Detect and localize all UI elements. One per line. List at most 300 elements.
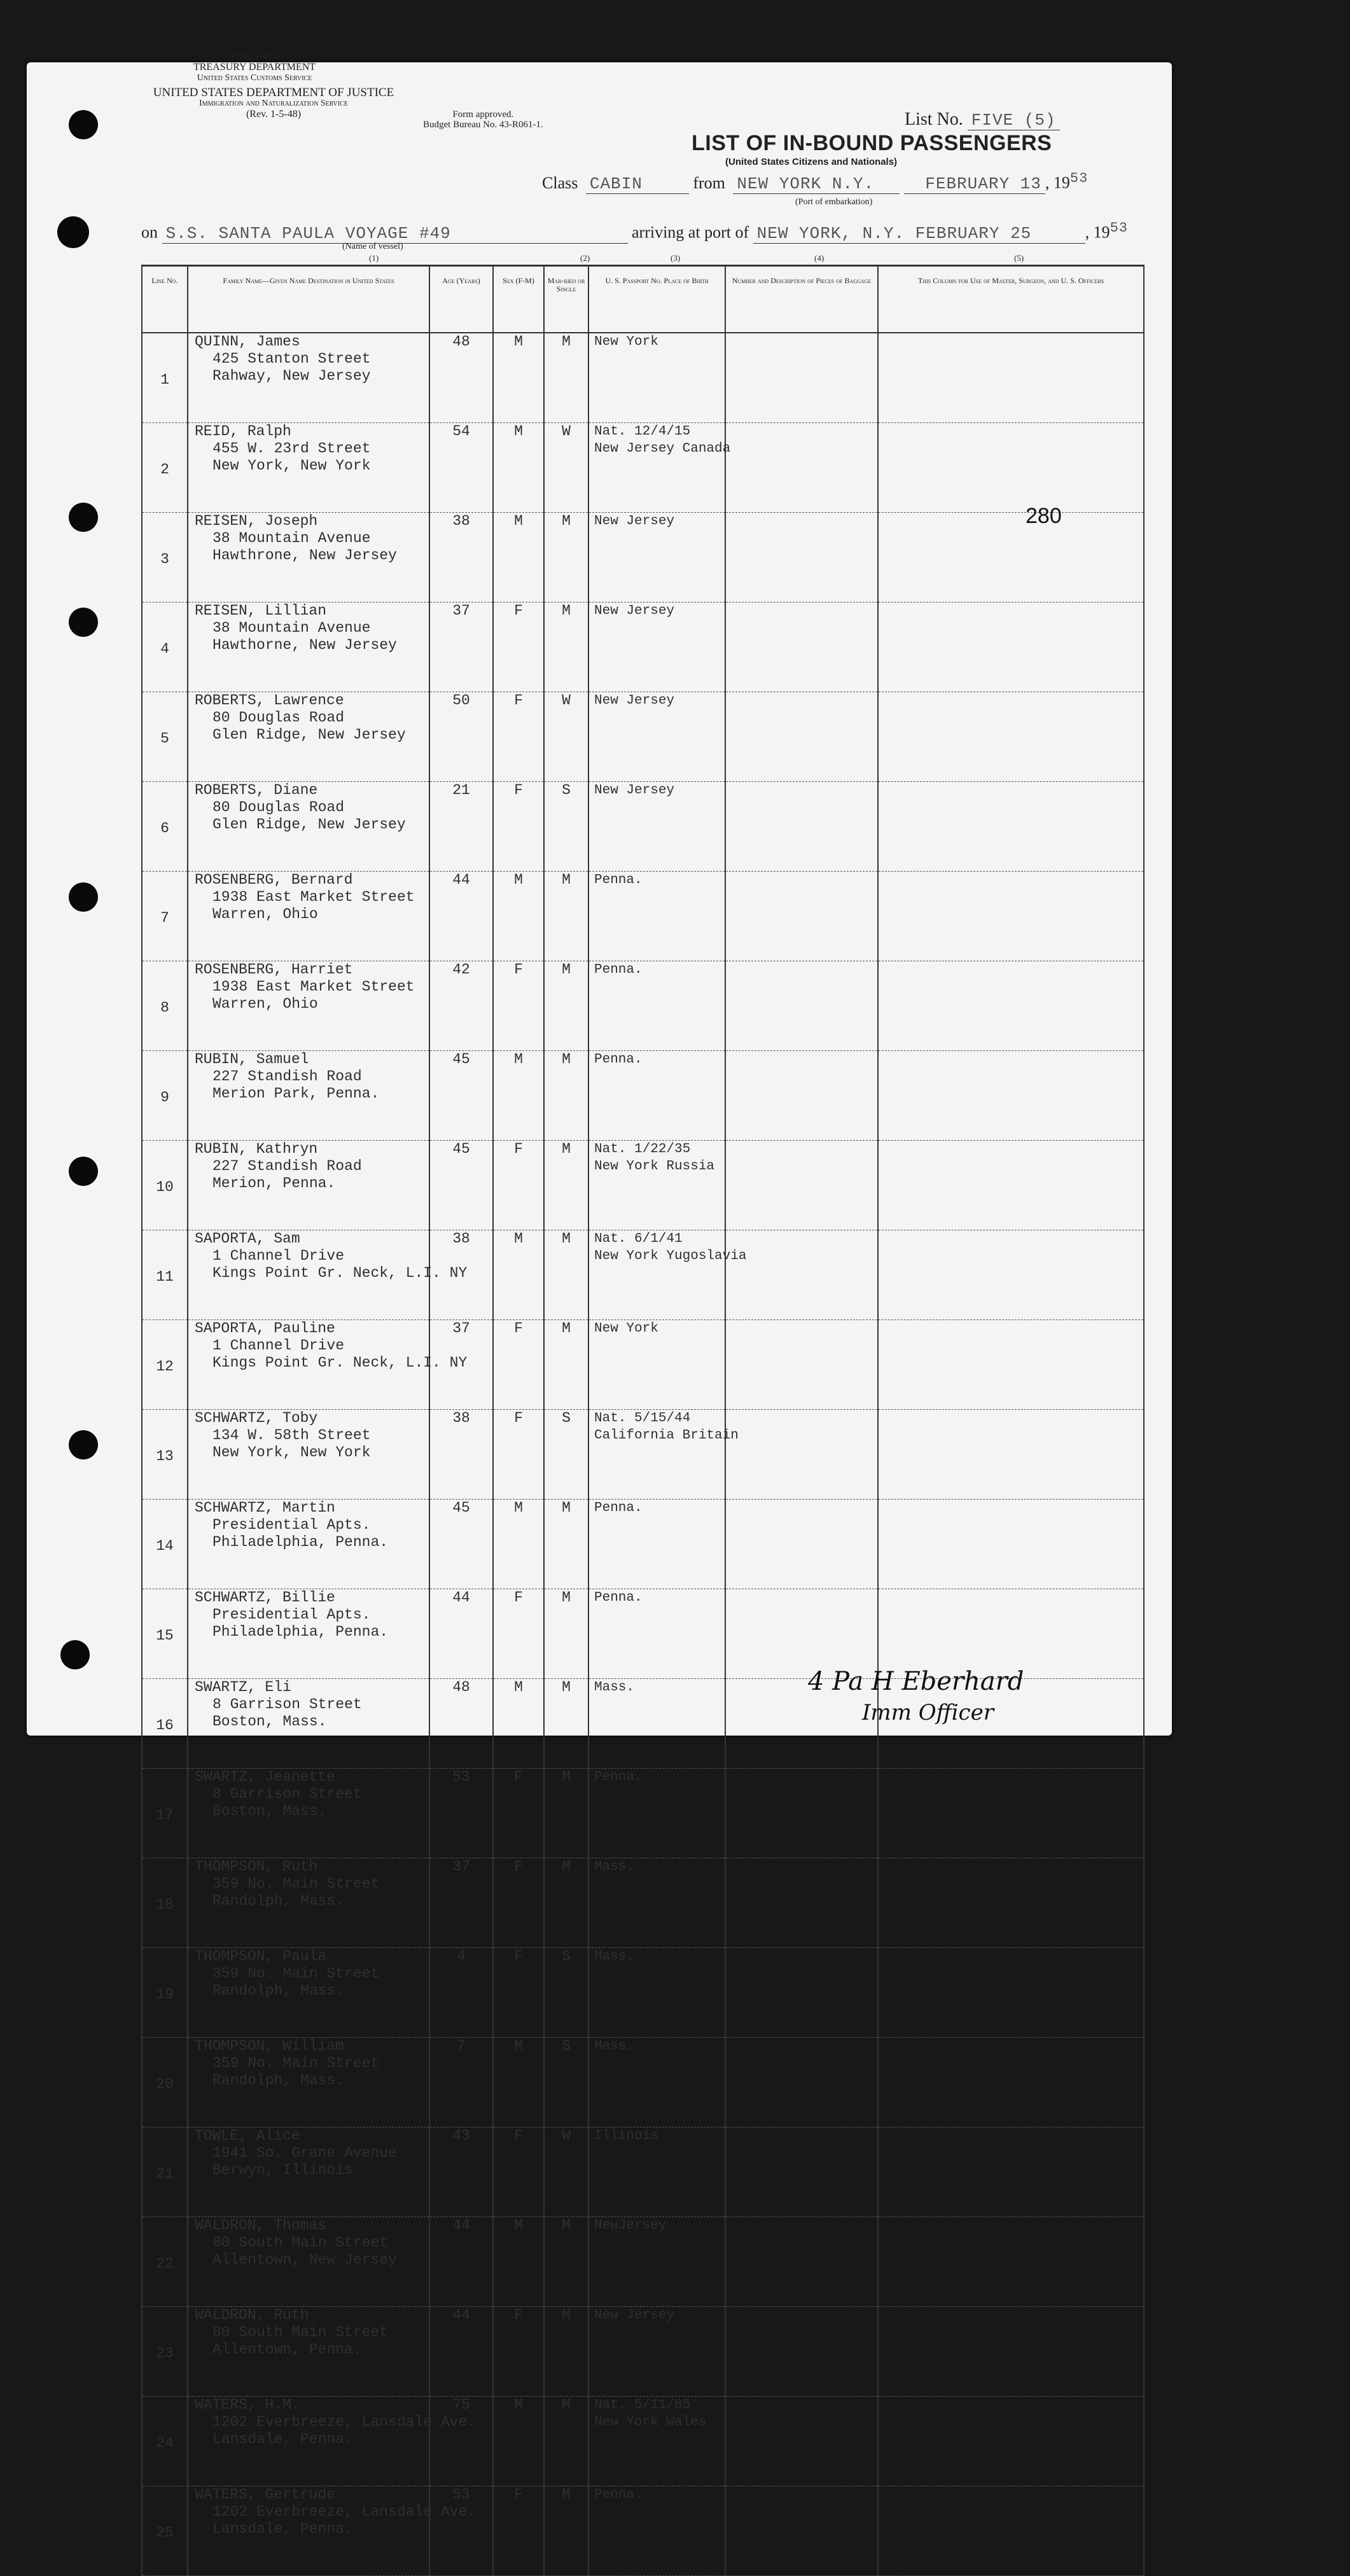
table-row	[142, 2217, 1144, 2307]
place-of-birth: New Jersey	[594, 693, 675, 708]
passport-cell	[588, 1858, 725, 1948]
address-line-2: Warren, Ohio	[212, 996, 318, 1012]
address-line-2: Berwyn, Illinois	[212, 2162, 353, 2178]
address-line-2: Merion, Penna.	[212, 1175, 336, 1192]
officer-cell	[878, 513, 1144, 602]
arriving-label: arriving at port of	[632, 223, 749, 242]
ins-name: Immigration and Naturalization Service	[199, 99, 348, 108]
address-line-2: Randolph, Mass.	[212, 1982, 345, 1999]
department-name: TREASURY DEPARTMENT	[193, 62, 316, 73]
passenger-name-address	[188, 1769, 429, 1858]
binder-hole	[69, 503, 98, 532]
line-number: 20	[142, 2038, 188, 2127]
passenger-name-address	[188, 2038, 429, 2127]
baggage-cell	[725, 423, 878, 513]
table-row	[142, 513, 1144, 602]
address-line-2: Glen Ridge, New Jersey	[212, 727, 406, 743]
place-of-birth: Illinois	[594, 2129, 658, 2143]
age-cell: 54	[429, 423, 493, 513]
address-line-2: Allentown, Penna.	[212, 2341, 362, 2358]
address-line-1: 8 Garrison Street	[212, 1696, 362, 1713]
address-line-2: New York, New York	[212, 1444, 371, 1461]
table-row	[142, 1230, 1144, 1320]
place-of-birth: New York Russia	[594, 1159, 715, 1174]
passenger-name-address	[188, 602, 429, 692]
line-number: 9	[142, 1051, 188, 1141]
age-cell: 48	[429, 1679, 493, 1769]
marital-cell: M	[544, 872, 588, 961]
passport-cell	[588, 872, 725, 961]
sex-cell: F	[493, 1320, 544, 1410]
passport-cell	[588, 1589, 725, 1679]
line-number: 18	[142, 1858, 188, 1948]
baggage-cell	[725, 2486, 878, 2576]
officer-cell	[878, 2038, 1144, 2127]
passenger-name: THOMPSON, Paula	[195, 1948, 327, 1965]
marital-cell: S	[544, 1948, 588, 2038]
binder-hole	[57, 216, 89, 248]
baggage-cell	[725, 782, 878, 872]
passenger-name: RUBIN, Samuel	[195, 1051, 309, 1068]
address-line-2: Warren, Ohio	[212, 906, 318, 922]
address-line-1: 80 Douglas Road	[212, 709, 345, 726]
sex-cell: M	[493, 872, 544, 961]
marital-cell: M	[544, 1500, 588, 1589]
line-number: 22	[142, 2217, 188, 2307]
passenger-name: ROBERTS, Lawrence	[195, 692, 344, 709]
age-cell: 75	[429, 2397, 493, 2486]
address-line-1: 1938 East Market Street	[212, 978, 415, 995]
age-cell: 37	[429, 1320, 493, 1410]
baggage-cell	[725, 1320, 878, 1410]
address-line-2: Glen Ridge, New Jersey	[212, 816, 406, 833]
place-of-birth: Mass.	[594, 1949, 635, 1964]
table-row	[142, 1858, 1144, 1948]
place-of-birth: Penna.	[594, 1591, 643, 1605]
table-row	[142, 2038, 1144, 2127]
place-of-birth: New York Yugoslavia	[594, 1249, 747, 1264]
binder-hole	[69, 110, 98, 139]
passport-cell	[588, 602, 725, 692]
sex-cell: M	[493, 333, 544, 423]
marital-cell: M	[544, 2307, 588, 2397]
passenger-name-address	[188, 2217, 429, 2307]
passenger-name: WALDRON, Ruth	[195, 2307, 309, 2323]
passport-cell	[588, 782, 725, 872]
class-row	[542, 171, 1088, 194]
passenger-name: THOMPSON, Ruth	[195, 1858, 318, 1875]
marital-cell: M	[544, 2397, 588, 2486]
age-cell: 4	[429, 1948, 493, 2038]
address-line-1: 1941 So. Grane Avenue	[212, 2145, 397, 2161]
port-caption: (Port of embarkation)	[795, 197, 873, 207]
address-line-2: Hawthrone, New Jersey	[212, 547, 397, 564]
age-cell: 38	[429, 1410, 493, 1500]
header-sex: Sex (F-M)	[493, 266, 544, 333]
passenger-name: SWARTZ, Jeanette	[195, 1769, 335, 1785]
passenger-table	[141, 265, 1145, 2576]
passenger-name-address	[188, 1051, 429, 1141]
line-number: 8	[142, 961, 188, 1051]
arrival-year: 53	[1110, 220, 1129, 236]
header-line-no: Line No.	[142, 266, 188, 333]
table-row	[142, 333, 1144, 423]
marital-cell: M	[544, 602, 588, 692]
place-of-birth: Penna.	[594, 1052, 643, 1067]
class-label: Class	[542, 173, 578, 192]
passenger-name-address	[188, 1858, 429, 1948]
address-line-1: 359 No. Main Street	[212, 1876, 380, 1892]
officer-cell	[878, 2127, 1144, 2217]
marital-cell: S	[544, 2038, 588, 2127]
age-cell: 45	[429, 1141, 493, 1230]
passport-cell	[588, 961, 725, 1051]
passenger-name: REISEN, Lillian	[195, 602, 327, 619]
place-of-birth: New York	[594, 335, 658, 349]
address-line-1: 1 Channel Drive	[212, 1337, 345, 1354]
sex-cell: M	[493, 1500, 544, 1589]
place-of-birth: Penna.	[594, 873, 643, 888]
passport-cell	[588, 2217, 725, 2307]
line-number: 17	[142, 1769, 188, 1858]
sex-cell: F	[493, 602, 544, 692]
form-approval	[423, 109, 543, 130]
age-cell: 44	[429, 2307, 493, 2397]
sex-cell: M	[493, 2038, 544, 2127]
line-number: 3	[142, 513, 188, 602]
table-row	[142, 1141, 1144, 1230]
place-of-birth: Penna.	[594, 1501, 643, 1515]
passenger-name-address	[188, 1410, 429, 1500]
marital-cell: W	[544, 2127, 588, 2217]
table-row	[142, 2127, 1144, 2217]
form-number: Form I-416	[231, 51, 278, 62]
sex-cell: F	[493, 1948, 544, 2038]
passenger-name-address	[188, 2307, 429, 2397]
passenger-name: TOWLE, Alice	[195, 2127, 300, 2144]
passenger-name: REISEN, Joseph	[195, 513, 318, 529]
address-line-2: Boston, Mass.	[212, 1803, 327, 1820]
sex-cell: F	[493, 1410, 544, 1500]
address-line-2: Kings Point Gr. Neck, L.I. NY	[212, 1354, 468, 1371]
officer-cell	[878, 423, 1144, 513]
table-row	[142, 2486, 1144, 2576]
page-title: LIST OF IN-BOUND PASSENGERS	[692, 131, 1052, 155]
address-line-1: Presidential Apts.	[212, 1517, 371, 1533]
line-number: 2	[142, 423, 188, 513]
table-row	[142, 1589, 1144, 1679]
baggage-cell	[725, 333, 878, 423]
age-cell: 37	[429, 602, 493, 692]
header-name: Family Name—Given Name Destination in United States	[188, 266, 429, 333]
line-number: 4	[142, 602, 188, 692]
table-row	[142, 2397, 1144, 2486]
officer-cell	[878, 1051, 1144, 1141]
place-of-birth: New York	[594, 1321, 658, 1336]
officer-cell	[878, 1948, 1144, 2038]
passport-cell	[588, 2486, 725, 2576]
marital-cell: M	[544, 1679, 588, 1769]
age-cell: 45	[429, 1500, 493, 1589]
sex-cell: M	[493, 2217, 544, 2307]
age-cell: 7	[429, 2038, 493, 2127]
col-number-4: (4)	[814, 253, 825, 263]
sex-cell: F	[493, 2486, 544, 2576]
passenger-name-address	[188, 423, 429, 513]
sex-cell: M	[493, 2397, 544, 2486]
baggage-cell	[725, 872, 878, 961]
place-of-birth: California Britain	[594, 1428, 739, 1443]
sex-cell: M	[493, 1230, 544, 1320]
line-number: 14	[142, 1500, 188, 1589]
line-number: 6	[142, 782, 188, 872]
age-cell: 48	[429, 333, 493, 423]
passport-cell	[588, 692, 725, 782]
place-of-birth: New Jersey	[594, 514, 675, 529]
address-line-1: 227 Standish Road	[212, 1068, 362, 1085]
col-number-2: (2)	[580, 253, 590, 263]
passenger-name: QUINN, James	[195, 333, 300, 350]
approval-text: Form approved.	[452, 109, 514, 120]
binder-hole	[69, 608, 98, 637]
page-subtitle: (United States Citizens and Nationals)	[725, 157, 898, 167]
age-cell: 44	[429, 2217, 493, 2307]
sex-cell: F	[493, 1858, 544, 1948]
sex-cell: M	[493, 1051, 544, 1141]
officer-cell	[878, 1410, 1144, 1500]
sex-cell: F	[493, 782, 544, 872]
passport-cell	[588, 1948, 725, 2038]
header-age: Age (Years)	[429, 266, 493, 333]
address-line-1: 1202 Everbreeze, Lansdale Ave.	[212, 2503, 477, 2520]
passport-cell	[588, 2307, 725, 2397]
address-line-1: 80 South Main Street	[212, 2234, 389, 2251]
passenger-name-address	[188, 692, 429, 782]
address-line-2: Randolph, Mass.	[212, 2072, 345, 2089]
table-row	[142, 692, 1144, 782]
naturalization-note: Nat. 6/1/41	[594, 1232, 683, 1246]
passport-cell	[588, 2397, 725, 2486]
sex-cell: M	[493, 1679, 544, 1769]
passenger-name-address	[188, 513, 429, 602]
line-number: 24	[142, 2397, 188, 2486]
marital-cell: S	[544, 1410, 588, 1500]
baggage-cell	[725, 1589, 878, 1679]
address-line-1: 1 Channel Drive	[212, 1248, 345, 1264]
baggage-cell	[725, 1500, 878, 1589]
passenger-name: ROSENBERG, Harriet	[195, 961, 353, 978]
officer-cell	[878, 1230, 1144, 1320]
col-number-5: (5)	[1014, 253, 1024, 263]
age-cell: 44	[429, 872, 493, 961]
line-number: 1	[142, 333, 188, 423]
revision-date: (Rev. 1-5-48)	[246, 109, 302, 120]
baggage-cell	[725, 2038, 878, 2127]
place-of-birth: Penna.	[594, 963, 643, 977]
table-row	[142, 1769, 1144, 1858]
address-line-1: 359 No. Main Street	[212, 2055, 380, 2071]
officer-cell	[878, 602, 1144, 692]
passenger-name: SCHWARTZ, Martin	[195, 1500, 335, 1516]
baggage-cell	[725, 2397, 878, 2486]
address-line-2: Merion Park, Penna.	[212, 1085, 380, 1102]
baggage-cell	[725, 1769, 878, 1858]
address-line-1: 1938 East Market Street	[212, 889, 415, 905]
passenger-name: RUBIN, Kathryn	[195, 1141, 318, 1157]
baggage-cell	[725, 2307, 878, 2397]
place-of-birth: New Jersey Canada	[594, 442, 731, 456]
address-line-1: Presidential Apts.	[212, 1606, 371, 1623]
passenger-name: REID, Ralph	[195, 423, 291, 440]
justice-department: UNITED STATES DEPARTMENT OF JUSTICE	[153, 86, 394, 99]
marital-cell: M	[544, 333, 588, 423]
address-line-2: Lansdale, Penna.	[212, 2521, 353, 2537]
officer-cell	[878, 1589, 1144, 1679]
place-of-birth: New Jersey	[594, 604, 675, 618]
marital-cell: M	[544, 2217, 588, 2307]
baggage-cell	[725, 513, 878, 602]
departure-year: 53	[1069, 171, 1089, 186]
passenger-name: THOMPSON, William	[195, 2038, 344, 2054]
list-label: List No.	[905, 109, 963, 129]
binder-hole	[69, 882, 98, 912]
marital-cell: M	[544, 1141, 588, 1230]
baggage-cell	[725, 1410, 878, 1500]
table-row	[142, 1410, 1144, 1500]
officer-note: 280	[1026, 504, 1062, 528]
age-cell: 43	[429, 2127, 493, 2217]
officer-cell	[878, 692, 1144, 782]
marital-cell: W	[544, 692, 588, 782]
table-row	[142, 1051, 1144, 1141]
marital-cell: M	[544, 1051, 588, 1141]
line-number: 25	[142, 2486, 188, 2576]
list-value: FIVE (5)	[968, 111, 1060, 130]
table-row	[142, 872, 1144, 961]
address-line-1: 425 Stanton Street	[212, 351, 371, 367]
line-number: 13	[142, 1410, 188, 1500]
age-cell: 37	[429, 1858, 493, 1948]
from-label: from	[693, 173, 725, 192]
naturalization-note: Nat. 5/11/85	[594, 2398, 691, 2412]
marital-cell: M	[544, 961, 588, 1051]
passenger-name: ROBERTS, Diane	[195, 782, 318, 798]
place-of-birth: New Jersey	[594, 783, 675, 798]
sex-cell: F	[493, 1589, 544, 1679]
officer-cell	[878, 1769, 1144, 1858]
address-line-2: Hawthorne, New Jersey	[212, 637, 397, 653]
from-port: NEW YORK N.Y.	[733, 174, 900, 194]
marital-cell: S	[544, 782, 588, 872]
passport-cell	[588, 1500, 725, 1589]
address-line-2: Kings Point Gr. Neck, L.I. NY	[212, 1265, 468, 1281]
sex-cell: F	[493, 1769, 544, 1858]
line-number: 21	[142, 2127, 188, 2217]
passenger-name-address	[188, 782, 429, 872]
table-row	[142, 423, 1144, 513]
passenger-name: SAPORTA, Pauline	[195, 1320, 335, 1337]
age-cell: 45	[429, 1051, 493, 1141]
address-line-2: Allentown, New Jersey	[212, 2252, 397, 2268]
officer-cell	[878, 1500, 1144, 1589]
passenger-name-address	[188, 1500, 429, 1589]
address-line-1: 1202 Everbreeze, Lansdale Ave.	[212, 2414, 477, 2430]
table-header-row	[142, 266, 1144, 333]
baggage-cell	[725, 1230, 878, 1320]
officer-cell	[878, 872, 1144, 961]
binder-hole	[69, 1430, 98, 1459]
place-of-birth: Mass.	[594, 2039, 635, 2054]
address-line-2: New York, New York	[212, 457, 371, 474]
passport-cell	[588, 2038, 725, 2127]
passenger-name: SWARTZ, Eli	[195, 1679, 291, 1695]
class-value: CABIN	[586, 174, 689, 194]
marital-cell: M	[544, 1230, 588, 1320]
address-line-1: 134 W. 58th Street	[212, 1427, 371, 1444]
address-line-2: Boston, Mass.	[212, 1713, 327, 1730]
place-of-birth: Mass.	[594, 1860, 635, 1874]
marital-cell: M	[544, 2486, 588, 2576]
line-number: 15	[142, 1589, 188, 1679]
col-number-3: (3)	[671, 253, 681, 263]
address-line-1: 80 Douglas Road	[212, 799, 345, 816]
baggage-cell	[725, 1141, 878, 1230]
passenger-name: WATERS, Gertrude	[195, 2486, 335, 2503]
table-row	[142, 1320, 1144, 1410]
place-of-birth: Penna.	[594, 2488, 643, 2502]
table-row	[142, 782, 1144, 872]
place-of-birth: Mass.	[594, 1680, 635, 1695]
address-line-1: 359 No. Main Street	[212, 1965, 380, 1982]
line-number: 5	[142, 692, 188, 782]
passenger-name-address	[188, 872, 429, 961]
header-baggage: Number and Description of Pieces of Baggage	[725, 266, 878, 333]
header-married: Mar-ried or Single	[544, 266, 588, 333]
officer-cell	[878, 2307, 1144, 2397]
marital-cell: M	[544, 513, 588, 602]
departure-date: FEBRUARY 13	[904, 174, 1045, 194]
line-number: 7	[142, 872, 188, 961]
sex-cell: F	[493, 692, 544, 782]
table-row	[142, 961, 1144, 1051]
age-cell: 38	[429, 513, 493, 602]
passenger-name: SCHWARTZ, Toby	[195, 1410, 318, 1426]
passport-cell	[588, 2127, 725, 2217]
baggage-cell	[725, 602, 878, 692]
address-line-1: 8 Garrison Street	[212, 1786, 362, 1802]
baggage-cell	[725, 1051, 878, 1141]
address-line-1: 38 Mountain Avenue	[212, 530, 371, 547]
address-line-1: 38 Mountain Avenue	[212, 620, 371, 636]
table-row	[142, 2307, 1144, 2397]
age-cell: 53	[429, 1769, 493, 1858]
passenger-name: SCHWARTZ, Billie	[195, 1589, 335, 1606]
address-line-1: 227 Standish Road	[212, 1158, 362, 1174]
place-of-birth: NewJersey	[594, 2218, 667, 2233]
passport-cell	[588, 1410, 739, 1500]
line-number: 19	[142, 1948, 188, 2038]
age-cell: 21	[429, 782, 493, 872]
passenger-name-address	[188, 1679, 429, 1769]
officer-cell	[878, 1320, 1144, 1410]
baggage-cell	[725, 692, 878, 782]
officer-signature: 4 Pa H Eberhard	[808, 1667, 1024, 1696]
age-cell: 42	[429, 961, 493, 1051]
passenger-name-address	[188, 2127, 429, 2217]
customs-service: United States Customs Service	[197, 73, 312, 83]
vessel-name: S.S. SANTA PAULA VOYAGE #49	[162, 224, 628, 244]
passenger-name-address	[188, 1948, 429, 2038]
